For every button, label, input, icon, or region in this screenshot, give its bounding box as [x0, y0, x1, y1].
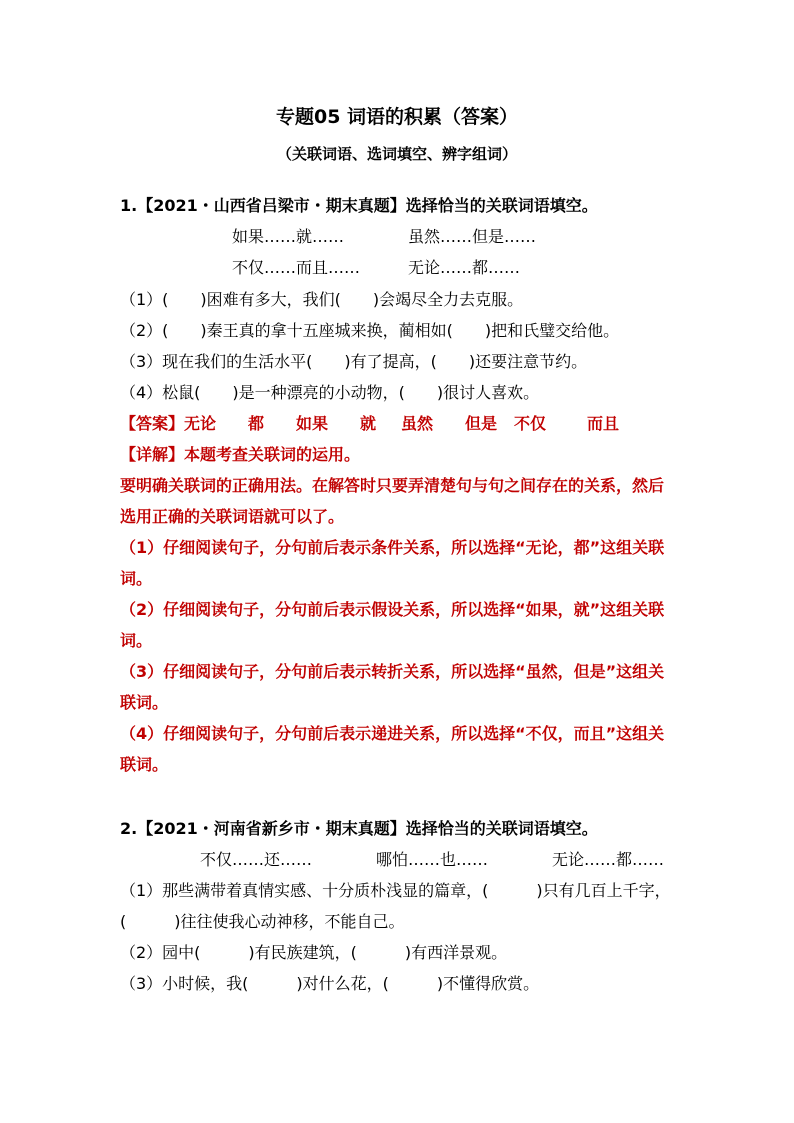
answer-word: 但是 [465, 414, 498, 433]
q1-option: 如果……就…… [232, 227, 345, 246]
q2-item: （1）那些满带着真情实感、十分质朴浅显的篇章，( )只有几百上千字， [120, 881, 671, 900]
q2-item: ( )往往使我心动神移，不能自己。 [120, 912, 405, 931]
q1-item: （4）松鼠( )是一种漂亮的小动物，( )很讨人喜欢。 [120, 383, 540, 402]
question-2-stem: 2.【2021・河南省新乡市・期末真题】选择恰当的关联词语填空。 [120, 819, 598, 838]
answer-word: 不仅 [514, 414, 547, 433]
q1-option: 虽然……但是…… [408, 227, 537, 246]
q1-item: （2）( )秦王真的拿十五座城来换，蔺相如( )把和氏璧交给他。 [120, 321, 620, 340]
explain-line: （3）仔细阅读句子，分句前后表示转折关系，所以选择“虽然，但是”这组关 [120, 662, 665, 681]
answer-word: 虽然 [401, 414, 434, 433]
answer-word: 无论 [184, 414, 217, 433]
answer-word: 如果 [296, 414, 329, 433]
page-title: 专题05 词语的积累（答案） [275, 106, 519, 128]
explain-line: 选用正确的关联词语就可以了。 [120, 507, 345, 526]
explain-line: 词。 [120, 631, 153, 650]
page-subtitle: （关联词语、选词填空、辨字组词） [276, 145, 517, 163]
explain-line: 联词。 [120, 755, 169, 774]
q2-option: 无论……都…… [552, 850, 665, 869]
answer-word: 而且 [587, 414, 620, 433]
q2-item: （2）园中( )有民族建筑，( )有西洋景观。 [120, 943, 508, 962]
q2-option: 不仅……还…… [200, 850, 313, 869]
explain-label: 【详解】 [120, 445, 185, 464]
q1-option: 不仅……而且…… [232, 258, 361, 277]
answer-label: 【答案】 [120, 414, 185, 433]
question-1-stem: 1.【2021・山西省吕梁市・期末真题】选择恰当的关联词语填空。 [120, 196, 598, 215]
q2-item: （3）小时候，我( )对什么花，( )不懂得欣赏。 [120, 974, 540, 993]
explain-head: 本题考查关联词的运用。 [184, 445, 361, 464]
explain-line: 联词。 [120, 693, 169, 712]
explain-line: 要明确关联词的正确用法。在解答时只要弄清楚句与句之间存在的关系，然后 [120, 476, 665, 495]
answer-word: 都 [248, 414, 265, 433]
explain-line: （2）仔细阅读句子，分句前后表示假设关系，所以选择“如果，就”这组关联 [120, 600, 665, 619]
q2-option: 哪怕……也…… [376, 850, 489, 869]
q1-item: （1）( )困难有多大，我们( )会竭尽全力去克服。 [120, 290, 524, 309]
explain-line: （4）仔细阅读句子，分句前后表示递进关系，所以选择“不仅，而且”这组关 [120, 724, 665, 743]
q1-item: （3）现在我们的生活水平( )有了提高，( )还要注意节约。 [120, 352, 588, 371]
explain-line: 词。 [120, 569, 153, 588]
q1-option: 无论……都…… [408, 258, 521, 277]
answer-word: 就 [360, 414, 377, 433]
explain-line: （1）仔细阅读句子，分句前后表示条件关系，所以选择“无论，都”这组关联 [120, 538, 665, 557]
